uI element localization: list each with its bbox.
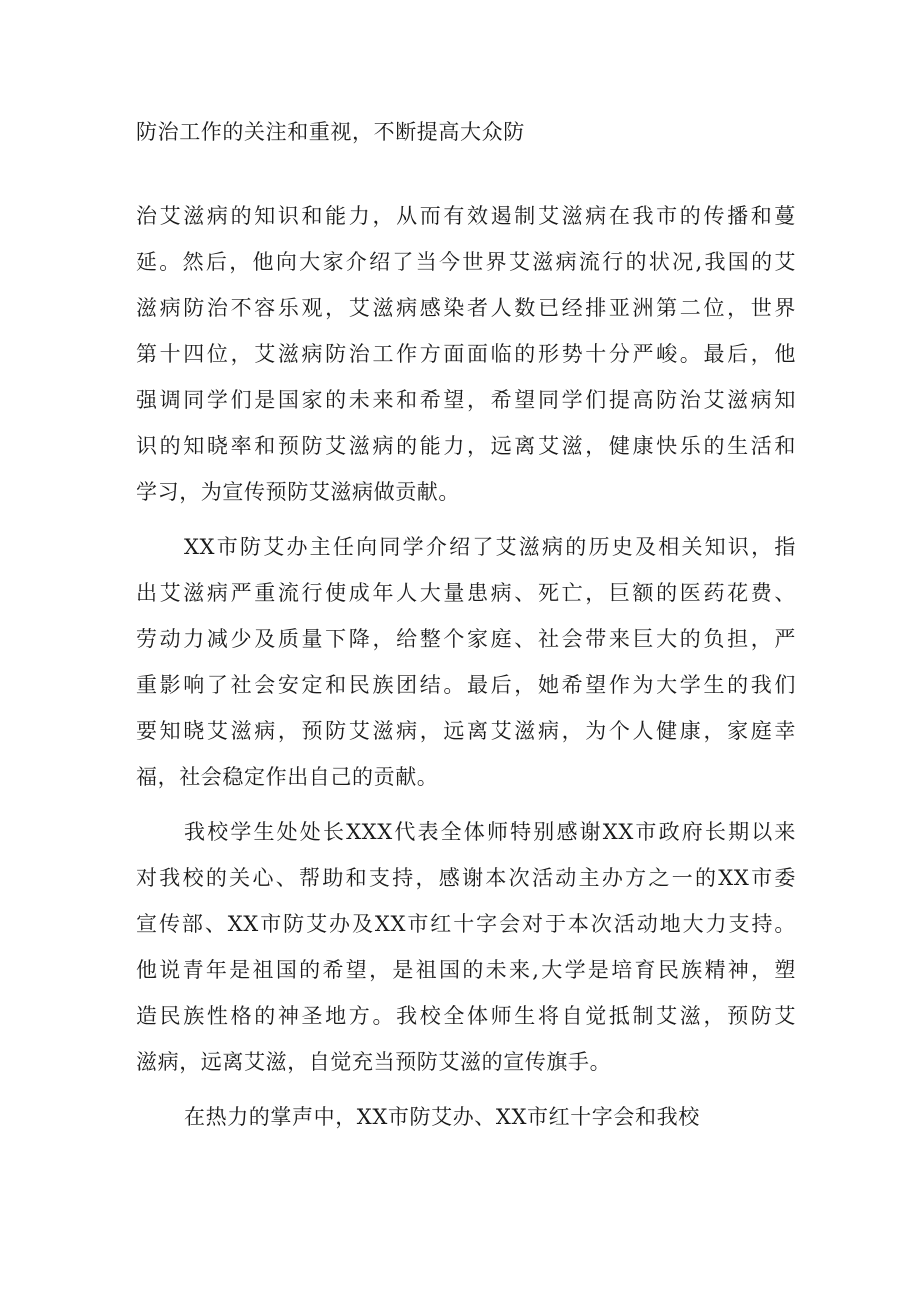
text-line-13: 要知晓艾滋病，预防艾滋病，远离艾滋病，为个人健康，家庭幸 [136, 719, 796, 743]
text-line-2: 治艾滋病的知识和能力，从而有效遏制艾滋病在我市的传播和蔓 [136, 204, 796, 228]
text-line-10: 出艾滋病严重流行使成年人大量患病、死亡，巨额的医药花费、 [136, 581, 796, 605]
text-line-15: 我校学生处处长XXX代表全体师特别感谢XX市政府长期以来 [184, 820, 796, 844]
text-line-6: 强调同学们是国家的未来和希望，希望同学们提高防治艾滋病知 [136, 388, 796, 412]
text-line-3: 延。然后，他向大家介绍了当今世界艾滋病流行的状况,我国的艾 [136, 250, 796, 274]
text-line-8: 学习，为宣传预防艾滋病做贡献。 [136, 480, 460, 504]
text-line-17: 宣传部、XX市防艾办及XX市红十字会对于本次活动地大力支持。 [136, 912, 796, 936]
text-line-14: 福，社会稳定作出自己的贡献。 [136, 765, 439, 789]
text-line-1: 防治工作的关注和重视，不断提高大众防 [136, 120, 525, 144]
text-line-19: 造民族性格的神圣地方。我校全体师生将自觉抵制艾滋，预防艾 [136, 1004, 796, 1028]
text-line-12: 重影响了社会安定和民族团结。最后，她希望作为大学生的我们 [136, 673, 796, 697]
text-line-18: 他说青年是祖国的希望，是祖国的未来,大学是培育民族精神，塑 [136, 958, 796, 982]
text-line-21: 在热力的掌声中，XX市防艾办、XX市红十字会和我校 [184, 1105, 700, 1129]
text-line-9: XX市防艾办主任向同学介绍了艾滋病的历史及相关知识，指 [184, 535, 796, 559]
text-line-20: 滋病，远离艾滋，自觉充当预防艾滋的宣传旗手。 [136, 1050, 612, 1074]
text-line-11: 劳动力减少及质量下降，给整个家庭、社会带来巨大的负担，严 [136, 627, 796, 651]
text-line-4: 滋病防治不容乐观，艾滋病感染者人数已经排亚洲第二位，世界 [136, 296, 796, 320]
text-line-5: 第十四位，艾滋病防治工作方面面临的形势十分严峻。最后，他 [136, 342, 796, 366]
text-line-16: 对我校的关心、帮助和支持，感谢本次活动主办方之一的XX市委 [136, 866, 796, 890]
text-line-7: 识的知晓率和预防艾滋病的能力，远离艾滋，健康快乐的生活和 [136, 434, 796, 458]
